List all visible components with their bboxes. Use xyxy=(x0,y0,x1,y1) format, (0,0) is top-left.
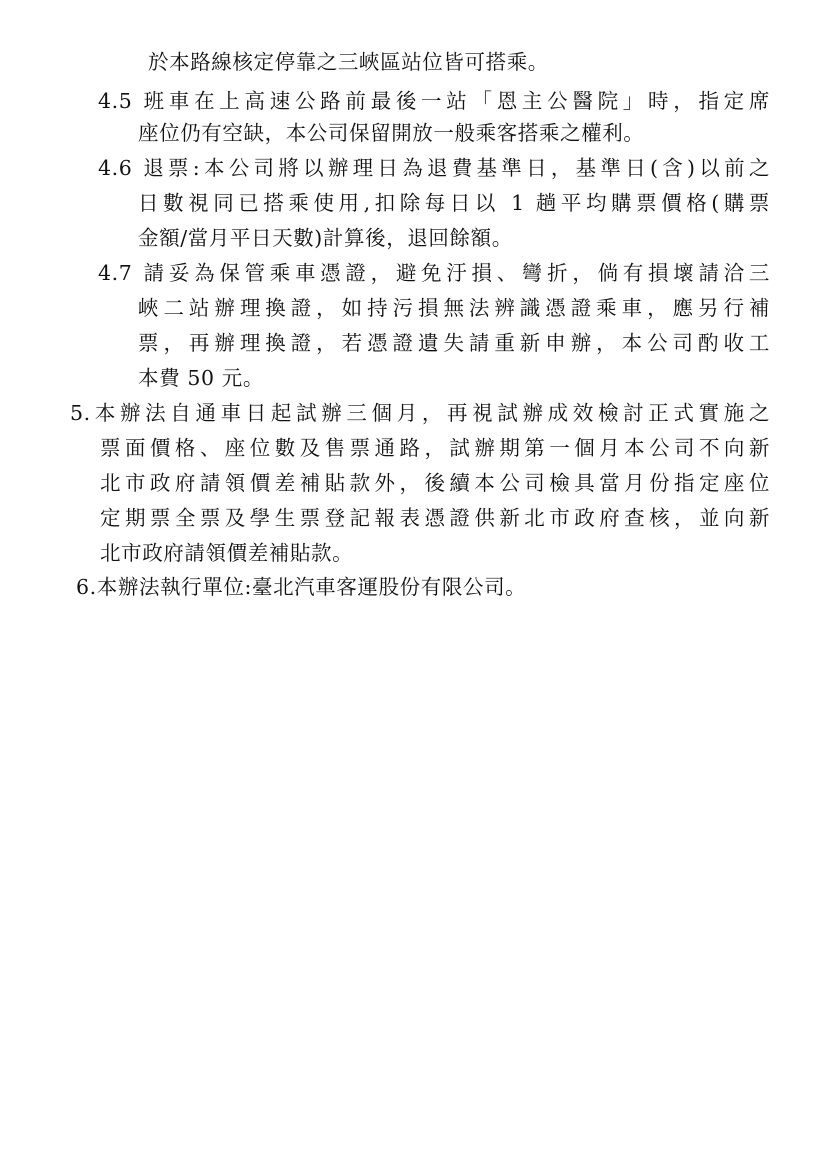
item-text: 班車在上高速公路前最後一站「恩主公醫院」時，指定席 xyxy=(143,89,771,113)
item-4-7-line-4: 本費 50 元。 xyxy=(138,366,264,390)
item-4-7-line-3: 票，再辦理換證，若憑證遺失請重新申辦，本公司酌收工 xyxy=(138,331,770,355)
continuation-line: 於本路線核定停靠之三峽區站位皆可搭乘。 xyxy=(148,50,549,74)
item-4-6-line-3: 金額/當月平日天數)計算後，退回餘額。 xyxy=(138,226,513,250)
item-5-line-2: 票面價格、座位數及售票通路，試辦期第一個月本公司不向新 xyxy=(100,436,770,460)
item-5-line-3: 北市政府請領價差補貼款外，後續本公司檢具當月份指定座位 xyxy=(100,471,770,495)
item-5-line-1 xyxy=(70,398,770,428)
item-6-line-1 xyxy=(76,572,526,602)
item-4-6-line-2: 日數視同已搭乘使用,扣除每日以 1 趟平均購票價格(購票 xyxy=(138,191,770,215)
item-4-5-line-2: 座位仍有空缺，本公司保留開放一般乘客搭乘之權利。 xyxy=(138,121,645,145)
item-number: 4.6 xyxy=(98,156,133,180)
item-4-7-line-2: 峽二站辦理換證，如持污損無法辨識憑證乘車，應另行補 xyxy=(138,296,770,320)
item-5-line-5: 北市政府請領價差補貼款。 xyxy=(100,541,354,565)
item-text: 請妥為保管乘車憑證，避免汙損、彎折，倘有損壞請洽三 xyxy=(143,261,771,285)
item-number: 4.5 xyxy=(98,89,133,113)
item-number: 6. xyxy=(76,575,97,599)
item-4-7-line-1 xyxy=(98,258,770,288)
item-5-line-4: 定期票全票及學生票登記報表憑證供新北市政府查核，並向新 xyxy=(100,506,770,530)
item-4-5-line-1 xyxy=(98,86,770,116)
item-4-6-line-1 xyxy=(98,153,770,183)
item-number: 5. xyxy=(70,401,91,425)
item-text: 本辦法執行單位:臺北汽車客運股份有限公司。 xyxy=(96,575,527,599)
item-number: 4.7 xyxy=(98,261,133,285)
item-text: 本辦法自通車日起試辦三個月，再視試辦成效檢討正式實施之 xyxy=(90,401,770,425)
item-text: 退票:本公司將以辦理日為退費基準日，基準日(含)以前之 xyxy=(143,156,770,180)
